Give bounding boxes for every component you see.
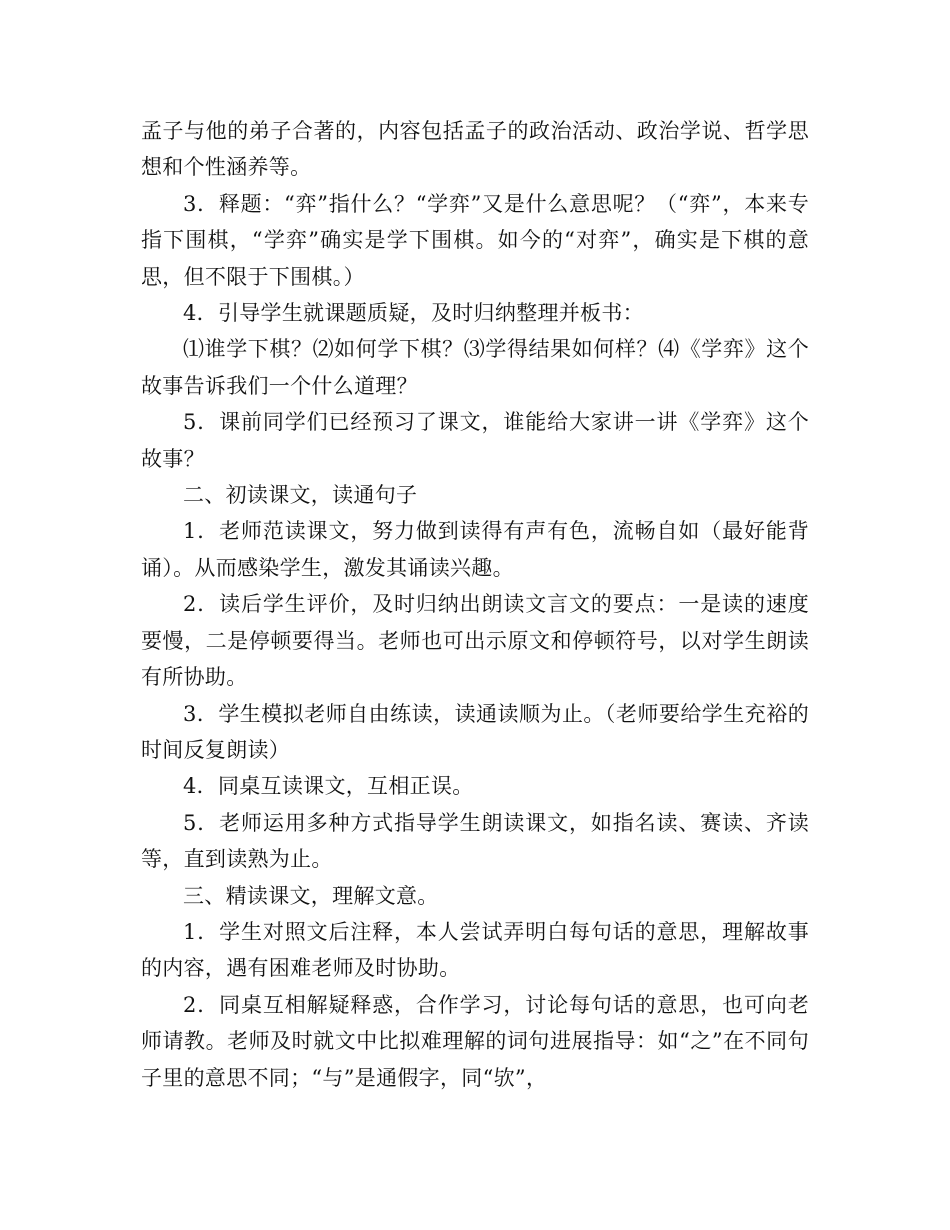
paragraph-5: 5．课前同学们已经预习了课文，谁能给大家讲一讲《学弈》这个故事？: [141, 410, 809, 471]
section-heading-2: 二、初读课文，读通句子: [183, 483, 418, 508]
paragraph-10: 4．同桌互读课文，互相正误。: [183, 774, 474, 799]
paragraph-4: ⑴谁学下棋？⑵如何学下棋？⑶学得结果如何样？⑷《学弈》这个故事告诉我们一个什么道理？: [141, 337, 809, 398]
paragraph-7: 1．老师范读课文，努力做到读得有声有色，流畅自如（最好能背诵）。从而感染学生，激发其诵读兴趣。: [141, 519, 809, 580]
paragraph-8: 2．读后学生评价，及时归纳出朗读文言文的要点：一是读的速度要慢，二是停顿要得当。老师也可出示原文和停顿符号，以对学生朗读有所协助。: [141, 592, 809, 690]
paragraph-2: 3．释题：“弈”指什么？“学弈”又是什么意思呢？（“弈”，本来专指下围棋，“学弈”确实是学下围棋。如今的“对弈”，确实是下棋的意思，但不限于下围棋。）: [141, 191, 809, 289]
paragraph-14: 2．同桌互相解疑释惑，合作学习，讨论每句话的意思，也可向老师请教。老师及时就文中比拟难理解的词句进展指导：如“之”在不同句子里的意思不同；“与”是通假字，同“欤”，: [141, 992, 809, 1090]
paragraph-9: 3．学生模拟老师自由练读，读通读顺为止。（老师要给学生充裕的时间反复朗读）: [141, 701, 809, 762]
paragraph-11: 5．老师运用多种方式指导学生朗读课文，如指名读、赛读、齐读等，直到读熟为止。: [141, 810, 809, 872]
document-body: [141, 113, 809, 1096]
section-heading-3: 三、精读课文，理解文意。: [183, 883, 439, 908]
paragraph-3: 4．引导学生就课题质疑，及时归纳整理并板书：: [183, 301, 644, 326]
paragraph-13: 1．学生对照文后注释，本人尝试弄明白每句话的意思，理解故事的内容，遇有困难老师及时协助。: [141, 919, 809, 981]
paragraph-1: 孟子与他的弟子合著的，内容包括孟子的政治活动、政治学说、哲学思想和个性涵养等。: [141, 119, 809, 180]
